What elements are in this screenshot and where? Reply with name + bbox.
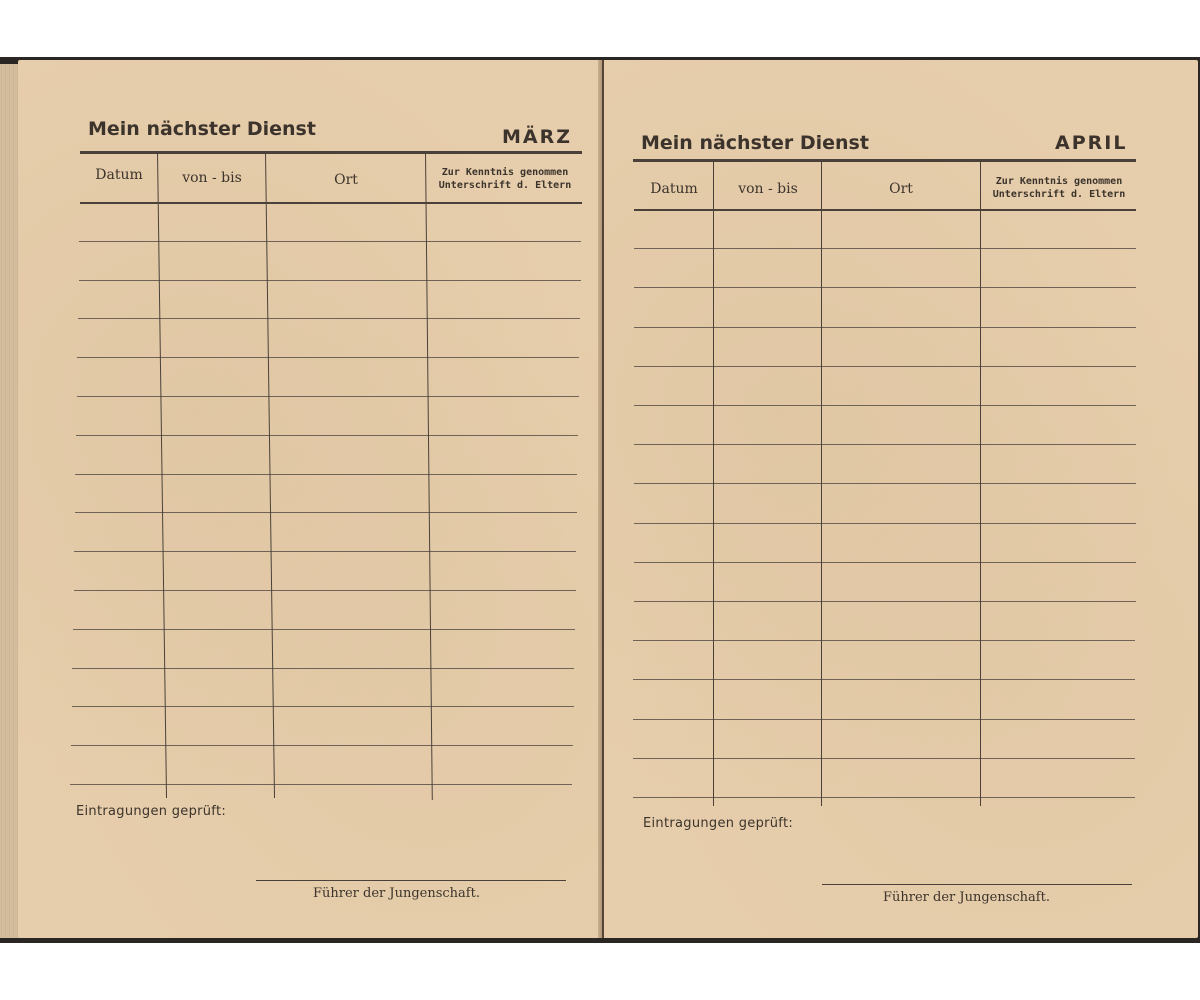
- right-col-signature-line1: Zur Kenntnis genommen: [995, 176, 1123, 187]
- right-page-title: Mein nächster Dienst: [641, 132, 869, 154]
- table-row-line: [74, 551, 576, 552]
- table-row-line: [70, 784, 572, 785]
- left-page-month: MÄRZ: [502, 126, 573, 148]
- right-col-datum: Datum: [650, 181, 698, 197]
- table-row-line: [75, 474, 577, 475]
- right-col-signature: [980, 175, 1138, 201]
- left-title-rule: [80, 151, 582, 154]
- table-row-line: [78, 318, 580, 319]
- table-row-line: [634, 523, 1136, 524]
- right-col-signature-line2: Unterschrift d. Eltern: [992, 189, 1126, 200]
- table-row-line: [633, 719, 1135, 720]
- table-header-rule: [634, 209, 1136, 211]
- table-row-line: [72, 706, 574, 707]
- table-row-line: [77, 357, 579, 358]
- right-title-rule: [633, 159, 1136, 162]
- table-column-divider: [821, 161, 822, 806]
- table-row-line: [634, 444, 1136, 445]
- table-header-rule: [80, 202, 582, 204]
- left-signature-line: [256, 880, 566, 881]
- page-edges: [0, 64, 20, 938]
- table-row-line: [633, 758, 1135, 759]
- right-entries-checked: Eintragungen geprüft:: [643, 816, 794, 831]
- right-col-ort: Ort: [889, 181, 913, 197]
- table-row-line: [75, 512, 577, 513]
- table-row-line: [634, 601, 1136, 602]
- right-signature-label: Führer der Jungenschaft.: [883, 890, 1050, 905]
- table-row-line: [633, 679, 1135, 680]
- left-entries-checked: Eintragungen geprüft:: [76, 804, 227, 819]
- right-col-von-bis: von - bis: [738, 181, 798, 197]
- table-row-line: [72, 668, 574, 669]
- table-row-line: [633, 640, 1135, 641]
- table-column-divider: [980, 161, 981, 806]
- left-col-datum: Datum: [95, 167, 143, 183]
- table-row-line: [634, 327, 1136, 328]
- table-row-line: [634, 287, 1136, 288]
- table-row-line: [634, 562, 1136, 563]
- table-row-line: [634, 248, 1136, 249]
- table-row-line: [73, 629, 575, 630]
- left-col-ort: Ort: [334, 172, 358, 188]
- right-page-month: APRIL: [1055, 132, 1128, 154]
- table-row-line: [79, 280, 581, 281]
- left-col-von-bis: von - bis: [182, 170, 242, 186]
- left-col-signature: [426, 166, 584, 192]
- left-col-signature-line2: Unterschrift d. Eltern: [438, 180, 572, 191]
- table-row-line: [633, 797, 1135, 798]
- table-column-divider: [713, 161, 714, 806]
- left-col-signature-line1: Zur Kenntnis genommen: [441, 167, 569, 178]
- table-row-line: [634, 366, 1136, 367]
- right-signature-line: [822, 884, 1132, 885]
- table-row-line: [74, 590, 576, 591]
- table-row-line: [634, 405, 1136, 406]
- table-row-line: [71, 745, 573, 746]
- table-row-line: [634, 483, 1136, 484]
- table-row-line: [79, 241, 581, 242]
- table-row-line: [77, 396, 579, 397]
- table-row-line: [76, 435, 578, 436]
- left-page-title: Mein nächster Dienst: [88, 118, 316, 140]
- left-signature-label: Führer der Jungenschaft.: [313, 886, 480, 901]
